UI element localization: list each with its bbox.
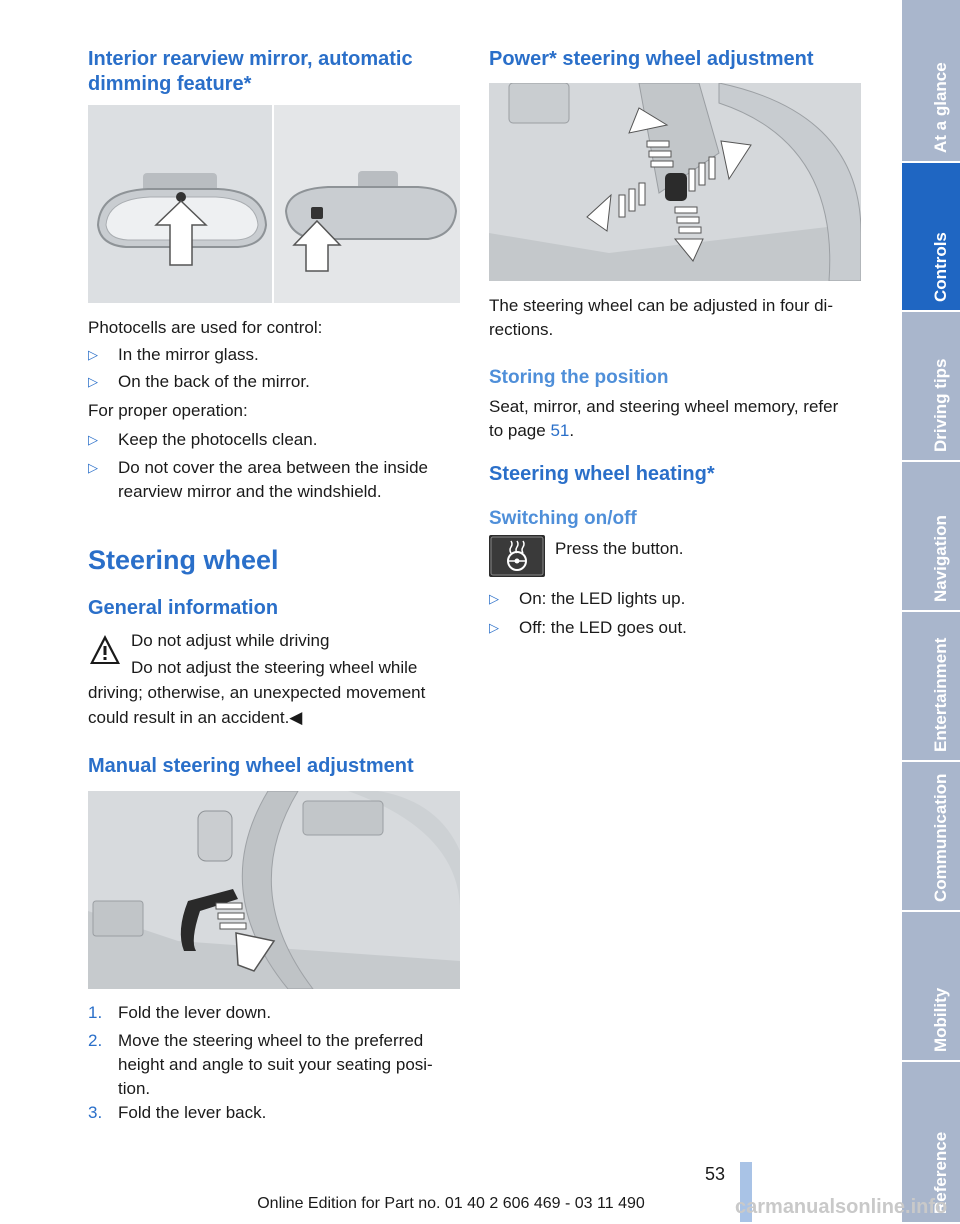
list-item: ▷ On: the LED lights up.	[489, 587, 861, 611]
power-heading: Power* steering wheel adjustment	[489, 48, 814, 70]
tab-navigation[interactable]: Navigation	[902, 462, 960, 612]
power-adjust-illustration	[489, 83, 861, 281]
tab-communication[interactable]: Communication	[902, 762, 960, 912]
power-adjust-figure	[489, 83, 861, 281]
step-number: 2.	[88, 1031, 103, 1050]
step-number: 3.	[88, 1103, 103, 1122]
step-number: 1.	[88, 1003, 103, 1022]
four-directions-text: The steering wheel can be adjusted in four di- rections.	[489, 296, 833, 339]
bullet-marker: ▷	[489, 620, 499, 635]
bullet-marker: ▷	[489, 591, 499, 606]
photocells-intro: Photocells are used for control:	[88, 318, 323, 337]
tab-mobility[interactable]: Mobility	[902, 912, 960, 1062]
bullet-marker: ▷	[88, 432, 98, 447]
switching-heading: Switching on/off	[489, 508, 637, 529]
warning-title: Do not adjust while driving	[131, 631, 330, 650]
bullet-marker: ▷	[88, 460, 98, 475]
list-item: ▷ Off: the LED goes out.	[489, 616, 861, 640]
list-item: 3. Fold the lever back.	[88, 1101, 460, 1125]
tab-at-a-glance[interactable]: At a glance	[902, 0, 960, 163]
list-item: ▷ Keep the photocells clean.	[88, 428, 458, 452]
list-item: ▷ Do not cover the area between the inside rearview mirror and the windshield.	[88, 458, 428, 501]
warning-text: could result in an accident.◀	[88, 708, 303, 727]
footer-text: Online Edition for Part no. 01 40 2 606 469 - 03 11 490	[257, 1195, 645, 1212]
list-item: 1. Fold the lever down.	[88, 1001, 460, 1025]
tab-reference[interactable]: Reference	[902, 1062, 960, 1224]
mirror-heading: Interior rearview mirror, automatic dimming feature*	[88, 48, 413, 95]
mirror-illustration	[88, 105, 460, 303]
lever-illustration	[88, 791, 460, 989]
warning-icon	[88, 632, 122, 668]
list-item: ▷ In the mirror glass.	[88, 343, 458, 367]
tab-driving-tips[interactable]: Driving tips	[902, 312, 960, 462]
tab-controls[interactable]: Controls	[902, 163, 960, 312]
watermark: carmanualsonline.info	[735, 1196, 948, 1218]
storing-heading: Storing the position	[489, 367, 669, 388]
storing-text: Seat, mirror, and steering wheel memory, refer to page 51.	[489, 397, 839, 440]
tab-entertainment[interactable]: Entertainment	[902, 612, 960, 762]
manual-adjust-figure	[88, 791, 460, 989]
operation-intro: For proper operation:	[88, 401, 248, 420]
general-heading: General information	[88, 597, 279, 619]
warning-text: Do not adjust the steering wheel while	[131, 658, 418, 677]
list-item: 2. Move the steering wheel to the preferred height and angle to suit your seating posi- tion.	[88, 1031, 433, 1098]
manual-heading: Manual steering wheel adjustment	[88, 755, 414, 777]
warning-text: driving; otherwise, an unexpected movement	[88, 683, 426, 702]
bullet-marker: ▷	[88, 347, 98, 362]
page-link[interactable]: 51	[550, 421, 570, 440]
list-item: ▷ On the back of the mirror.	[88, 370, 458, 394]
mirror-figure	[88, 105, 460, 303]
press-button-text: Press the button.	[555, 539, 684, 558]
bullet-marker: ▷	[88, 374, 98, 389]
heating-heading: Steering wheel heating*	[489, 463, 715, 485]
heating-button-icon	[489, 535, 545, 577]
steering-title: Steering wheel	[88, 545, 279, 575]
page-number: 53	[705, 1164, 726, 1184]
